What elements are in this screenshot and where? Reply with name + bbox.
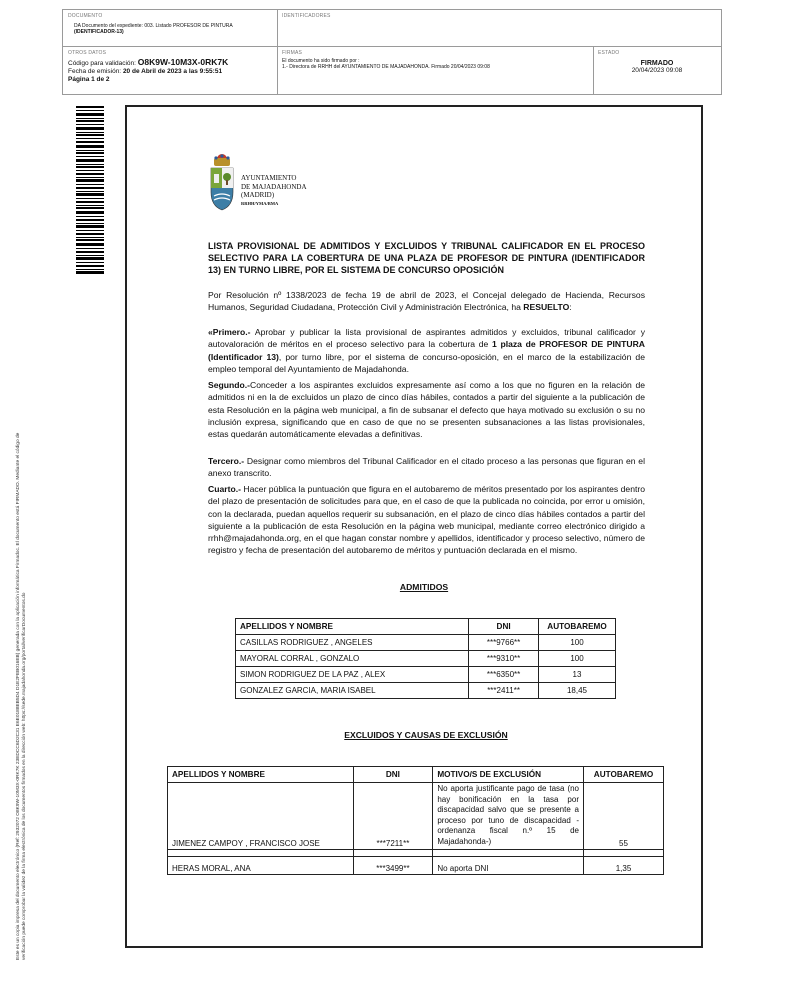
- table-spacer-row: [168, 849, 664, 856]
- documento-title-1: DA Documento del expediente: 003. Listado PROFESOR DE PINTURA: [74, 23, 233, 29]
- codigo-label: Código para validación:: [68, 60, 136, 67]
- primero-text-1: Aprobar y publicar la lista provisional de aspirantes admitidos y excluidos, tribunal calificador y autovaloración de méritos en el proceso selectivo para la cobertura de: [208, 327, 645, 350]
- primero-bold: 1 plaza de PROFESOR DE PINTURA (Identificador 13): [208, 339, 645, 362]
- excluido-dni: ***3499**: [353, 856, 433, 874]
- admitido-dni: ***9310**: [469, 651, 539, 667]
- estado-date: 20/04/2023 09:08: [631, 67, 683, 74]
- admitido-dni: ***2411**: [469, 683, 539, 699]
- estado-label: ESTADO: [598, 50, 620, 56]
- excluido-autobaremo: 1,35: [584, 856, 664, 874]
- documento-label: DOCUMENTO: [68, 13, 103, 19]
- resuelto-word: RESUELTO: [523, 302, 570, 313]
- ayuntamiento-name: AYUNTAMIENTO: [241, 174, 297, 182]
- table-row: [236, 683, 616, 699]
- tercero-paragraph: [208, 455, 645, 480]
- firmas-line-2: 1.- Directora de RRHH del AYUNTAMIENTO DE MAJADAHONDA. Firmado 20/04/2023 09:08: [282, 64, 490, 70]
- table-row: [236, 635, 616, 651]
- primero-paragraph: [208, 326, 645, 375]
- admitidos-header-row: [236, 619, 616, 635]
- excluido-motivo: No aporta justificante pago de tasa (no hay bonificación en la tasa por discapacidad salvo que se presente a proceso por tuno de discapacidad -ordenanza fiscal n.º 15 de Majadahonda-): [433, 783, 584, 850]
- barcode-image: [76, 106, 104, 274]
- vertical-verification-note: [16, 300, 28, 960]
- admitidos-heading: ADMITIDOS: [399, 582, 449, 592]
- excluido-dni: ***7211**: [353, 783, 433, 850]
- documento-cell: [63, 10, 277, 38]
- coat-of-arms-icon: [206, 152, 238, 214]
- identificadores-cell: [277, 10, 721, 22]
- ayuntamiento-letterhead: [241, 174, 307, 208]
- segundo-paragraph: [208, 379, 645, 440]
- otros-datos-label: OTROS DATOS: [68, 50, 107, 56]
- segundo-lead: Segundo.-: [208, 380, 251, 390]
- admitido-nombre: CASILLAS RODRIGUEZ , ANGELES: [236, 635, 469, 651]
- tercero-lead: Tercero.-: [208, 456, 245, 466]
- cuarto-paragraph: [208, 483, 645, 557]
- excluidos-heading: EXCLUIDOS Y CAUSAS DE EXCLUSIÓN: [344, 730, 508, 740]
- admitidos-col-dni: DNI: [469, 619, 539, 635]
- admitidos-col-autobaremo: AUTOBAREMO: [539, 619, 616, 635]
- fecha-emision-label: Fecha de emisión:: [68, 68, 122, 75]
- excluidos-col-autobaremo: AUTOBAREMO: [584, 767, 664, 783]
- document-title: LISTA PROVISIONAL DE ADMITIDOS Y EXCLUIDOS Y TRIBUNAL CALIFICADOR EN EL PROCESO SELECTIVO PARA LA COBERTURA DE UNA PLAZA DE PROFESOR DE PINTURA (IDENTIFICADOR 13) EN TURNO LIBRE, POR EL SISTEMA DE CONCURSO OPOSICIÓN: [208, 241, 645, 275]
- tercero-text: Designar como miembros del Tribunal Calificador en el citado proceso a las personas que figuran en el anexo transcrito.: [208, 456, 645, 479]
- firmas-label: FIRMAS: [282, 50, 303, 56]
- admitidos-table: [235, 618, 616, 699]
- estado-value: FIRMADO: [640, 60, 674, 67]
- excluido-nombre: HERAS MORAL, ANA: [168, 856, 354, 874]
- excluido-nombre: JIMENEZ CAMPOY , FRANCISCO JOSE: [168, 783, 354, 850]
- primero-text-2: , por turno libre, por el sistema de concurso-oposición, en el marco de la estabilización de empleo temporal del Ayuntamiento de Majadahonda.: [208, 351, 645, 374]
- firmas-cell: [277, 47, 593, 73]
- excluidos-col-nombre: APELLIDOS Y NOMBRE: [168, 767, 354, 783]
- identificadores-label: IDENTIFICADORES: [282, 13, 331, 19]
- admitido-nombre: GONZALEZ GARCIA, MARIA ISABEL: [236, 683, 469, 699]
- table-row: [168, 856, 664, 874]
- admitido-dni: ***6350**: [469, 667, 539, 683]
- admitido-nombre: SIMON RODRIGUEZ DE LA PAZ , ALEX: [236, 667, 469, 683]
- admitido-dni: ***9766**: [469, 635, 539, 651]
- intro-text: Por Resolución nº 1338/2023 de fecha 19 de abril de 2023, el Concejal delegado de Hacienda, Recursos Humanos, Seguridad Ciudadana, Protección Civil y Administración Electrónica, ha: [208, 290, 645, 313]
- ayuntamiento-region: (MADRID): [241, 191, 275, 199]
- excluidos-col-motivo: MOTIVO/S DE EXCLUSIÓN: [433, 767, 584, 783]
- codigo-value: O8K9W-10M3X-0RK7K: [137, 57, 229, 67]
- admitido-autobaremo: 13: [539, 667, 616, 683]
- admitido-autobaremo: 100: [539, 635, 616, 651]
- excluido-autobaremo: 55: [584, 783, 664, 850]
- excluidos-header-row: [168, 767, 664, 783]
- pagina-indicator: Página 1 de 2: [68, 76, 110, 83]
- table-row: [236, 651, 616, 667]
- vertical-note-line-1: Este es un copia impresa del documento electrónico (Ref: 2932072 O8K9W-10M3X-0RK7K 23EDCC6D2C31 E6E0188EB5D4 D1E2FEB016EB) generada con la aplicación informática Firmadoc. El documento está FIRMADO. Mediante el código de: [16, 432, 21, 960]
- excluidos-table: [167, 766, 664, 875]
- ayuntamiento-city: DE MAJADAHONDA: [241, 182, 307, 191]
- primero-lead: «Primero.-: [208, 327, 251, 337]
- excluidos-col-dni: DNI: [353, 767, 433, 783]
- document-reference: RRHH/YMA/BMA: [241, 200, 279, 206]
- table-row: [168, 783, 664, 850]
- cuarto-text: Hacer pública la puntuación que figura en el autobaremo de méritos presentado por los aspirantes dentro del plazo de presentación de solicitudes para que, en el caso de que la publicada no coincida, por error u omisión, con la declarada, puedan aquellos requerir su subsanación, en el plazo de cinco días hábiles contados a partir del siguiente a la publicación de esta Resolución en la página web municipal, mediante correo electrónico dirigido a rrhh@majadahonda.org, en el que hagan constar nombre y apellidos, identificador y proceso selectivo, número de registro y fecha de presentación del autobaremo de méritos y puntuación declarada en el mismo.: [208, 484, 645, 556]
- admitidos-col-nombre: APELLIDOS Y NOMBRE: [236, 619, 469, 635]
- admitido-nombre: MAYORAL CORRAL , GONZALO: [236, 651, 469, 667]
- firmas-line-1: El documento ha sido firmado por :: [282, 58, 360, 64]
- vertical-note-line-2: verificación puede comprobar la validez de la firma electrónica de los documentos firmados en la dirección web: https://sede.majadahonda.org/portal/verificarDocumentos.do: [22, 592, 27, 960]
- table-row: [236, 667, 616, 683]
- otros-datos-cell: [63, 47, 277, 87]
- document-header-box: [62, 9, 722, 95]
- intro-paragraph: Por Resolución nº 1338/2023 de fecha 19 de abril de 2023, el Concejal delegado de Hacienda, Recursos Humanos, Seguridad Ciudadana, Protección Civil y Administración Electrónica, ha RESUELTO:: [208, 290, 645, 313]
- estado-cell: [593, 47, 721, 77]
- excluido-motivo: No aporta DNI: [433, 856, 584, 874]
- segundo-text: Conceder a los aspirantes excluidos expresamente así como a los que no figuren en la relación de admitidos ni en la de excluidos un plazo de cinco días hábiles, contados a partir del siguiente a la publicación de esta Resolución en la página web municipal, a fin de subsanar el defecto que haya motivado su exclusión o su no inclusión expresa, significando que en caso de que no se presenten subsanaciones a las listas provisionales, estas quedarán automáticamente elevadas a definitivas.: [208, 380, 645, 440]
- fecha-emision-value: 20 de Abril de 2023 a las 9:55:51: [122, 68, 223, 75]
- documento-title-2: (IDENTIFICADOR-13): [74, 29, 124, 35]
- admitido-autobaremo: 18,45: [539, 683, 616, 699]
- cuarto-lead: Cuarto.-: [208, 484, 241, 494]
- admitido-autobaremo: 100: [539, 651, 616, 667]
